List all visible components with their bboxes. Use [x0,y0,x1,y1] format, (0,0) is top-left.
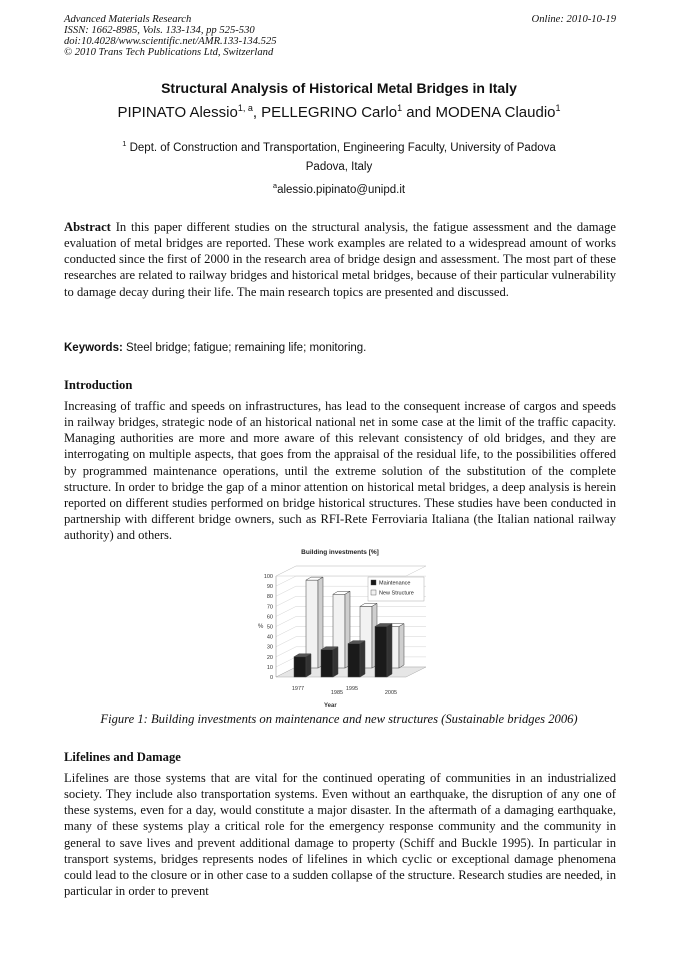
chart-x-tick-label: 1995 [345,686,359,692]
chart-y-tick-label: 50 [266,624,273,631]
bar-front-face [321,650,333,677]
journal-doi: doi:10.4028/www.scientific.net/AMR.133-134.525 [64,36,277,47]
bar-side-face [306,654,311,677]
chart-y-tick-label: 10 [266,664,273,671]
abstract-label: Abstract [64,220,111,234]
chart-y-tick-label: 20 [266,654,273,661]
affiliation-city: Padova, Italy [305,161,373,173]
bar-front-face [375,627,387,678]
bar-maintenance-1985 [321,647,338,677]
journal-header [64,14,616,58]
chart-back-wall [276,566,426,576]
chart-x-tick-label: 1985 [330,690,344,696]
author-affil-mark: 1 [397,103,403,113]
chart-y-label: % [258,624,264,630]
bar-maintenance-1995 [348,641,365,677]
bar-side-face [399,624,404,668]
author-name: MODENA Claudio [435,104,556,121]
bar-front-face [348,644,360,677]
chart-title: Building investments [%] [301,549,379,556]
chart-y-tick-label: 70 [266,604,273,611]
author-affil-mark: 1, a [237,103,253,113]
lifelines-text: Lifelines are those systems that are vital for the continued operating of communities in an industrialized society. They include also transportation systems. Even without an earthquake, the disruption of any one of these systems, even for a day, would constitute a major disaster. In the aftermath of a damaging earthquake, many of these systems play a critical role for the emergency response community and the community in general to save lives and prevent additional damage to property (Schiff and Buckle 1995). In particular in transport systems, bridges represents nodes of lifelines in which cyclic or exceptional damage phenomena could lead to the closure or in other case to a sudden collapse of the structure. Research studies are needed, in particular in order to prevent [64,771,616,899]
bar-side-face [360,641,365,677]
paper-title: Structural Analysis of Historical Metal Bridges in Italy [161,80,517,96]
chart-gridline [276,566,426,576]
introduction-text: Increasing of traffic and speeds on infrastructures, has lead to the consequent increase of cargos and speeds in railway bridges, strategic node of an historical national net in some case at the limit of the traffic capacity. Managing authorities are more and more aware of this relevant consistency of old bridges, and they are interrogating on multiple aspects, that goes from the appraisal of the residual life, to the possibilities offered by programmed maintenance operations, until the extreme solution of the substitution of the complete structure. In order to bridge the gap of a minor attention on historical metal bridges, a deep analysis is herein reported on different studies performed on bridge historical structures. These studies have been conducted in partnership with different bridge owners, such as RFI-Rete Ferroviaria Italiana (the Italian national railway authority) and others. [64,399,616,543]
chart-x-tick-label: 2005 [384,690,398,696]
author-name: PELLEGRINO Carlo [261,104,398,121]
chart-gridline [276,606,426,616]
author-email: $^a$alessio.pipinato@unipd.it [272,181,406,196]
author-affil-mark: 1 [555,103,561,113]
chart-y-ticks [264,574,273,681]
building-investments-chart [250,546,426,712]
chart-y-tick-label: 0 [269,675,273,681]
journal-issn: ISSN: 1662-8985, Vols. 133-134, pp 525-530 [64,25,255,36]
legend-swatch [371,580,376,585]
author-separator: and [402,104,436,121]
affiliation-mark: 1 [122,139,127,148]
legend-swatch [371,590,376,595]
chart-y-tick-label: 90 [266,584,273,591]
section-heading-lifelines: Lifelines and Damage [64,750,181,764]
bar-side-face [387,624,392,678]
keywords [64,342,616,354]
chart-y-tick-label: 30 [266,644,273,651]
bar-front-face [294,657,306,677]
chart-y-tick-label: 100 [263,574,273,580]
chart-y-tick-label: 80 [266,594,273,601]
journal-name: Advanced Materials Research [64,14,192,25]
chart-x-ticks [292,686,397,696]
bar-maintenance-2005 [375,624,392,678]
chart-legend [368,577,424,601]
bar-maintenance-1977 [294,654,311,677]
affiliation-line: $^1$ Dept. of Construction and Transportation, Engineering Faculty, University of Padova [122,139,556,154]
author-separator: , [252,104,262,121]
journal-copyright: © 2010 Trans Tech Publications Ltd, Switzerland [64,47,274,58]
legend-label: New Structure [379,590,414,597]
author-name: PIPINATO Alessio [117,104,238,121]
keywords-label: Keywords: [64,342,123,354]
online-date: Online: 2010-10-19 [531,14,616,25]
legend-label: Maintenance [379,580,411,587]
chart-y-tick-label: 40 [266,634,273,641]
abstract-text: In this paper different studies on the structural analysis, the fatigue assessment and the damage evaluation of metal bridges are reported. These work examples are related to a widespread amount of works conducted since the first of 2000 in the research area of bridge design and assessment. The most part of these researches are related to railway bridges and historical metal bridges, because of their particular vulnerability to damage decay during their life. The main research topics are presented and discussed. [64,220,616,299]
keywords-text: Steel bridge; fatigue; remaining life; monitoring. [126,342,367,354]
figure-caption: Figure 1: Building investments on maintenance and new structures (Sustainable bridges 2006) [100,712,578,726]
email-mark: a [272,181,278,190]
abstract [64,219,616,300]
chart-x-label: Year [324,703,337,709]
section-heading-introduction: Introduction [64,378,133,392]
chart-x-tick-label: 1977 [291,686,305,692]
bar-side-face [333,647,338,677]
author-list [0,103,678,121]
chart-y-tick-label: 60 [266,614,273,621]
